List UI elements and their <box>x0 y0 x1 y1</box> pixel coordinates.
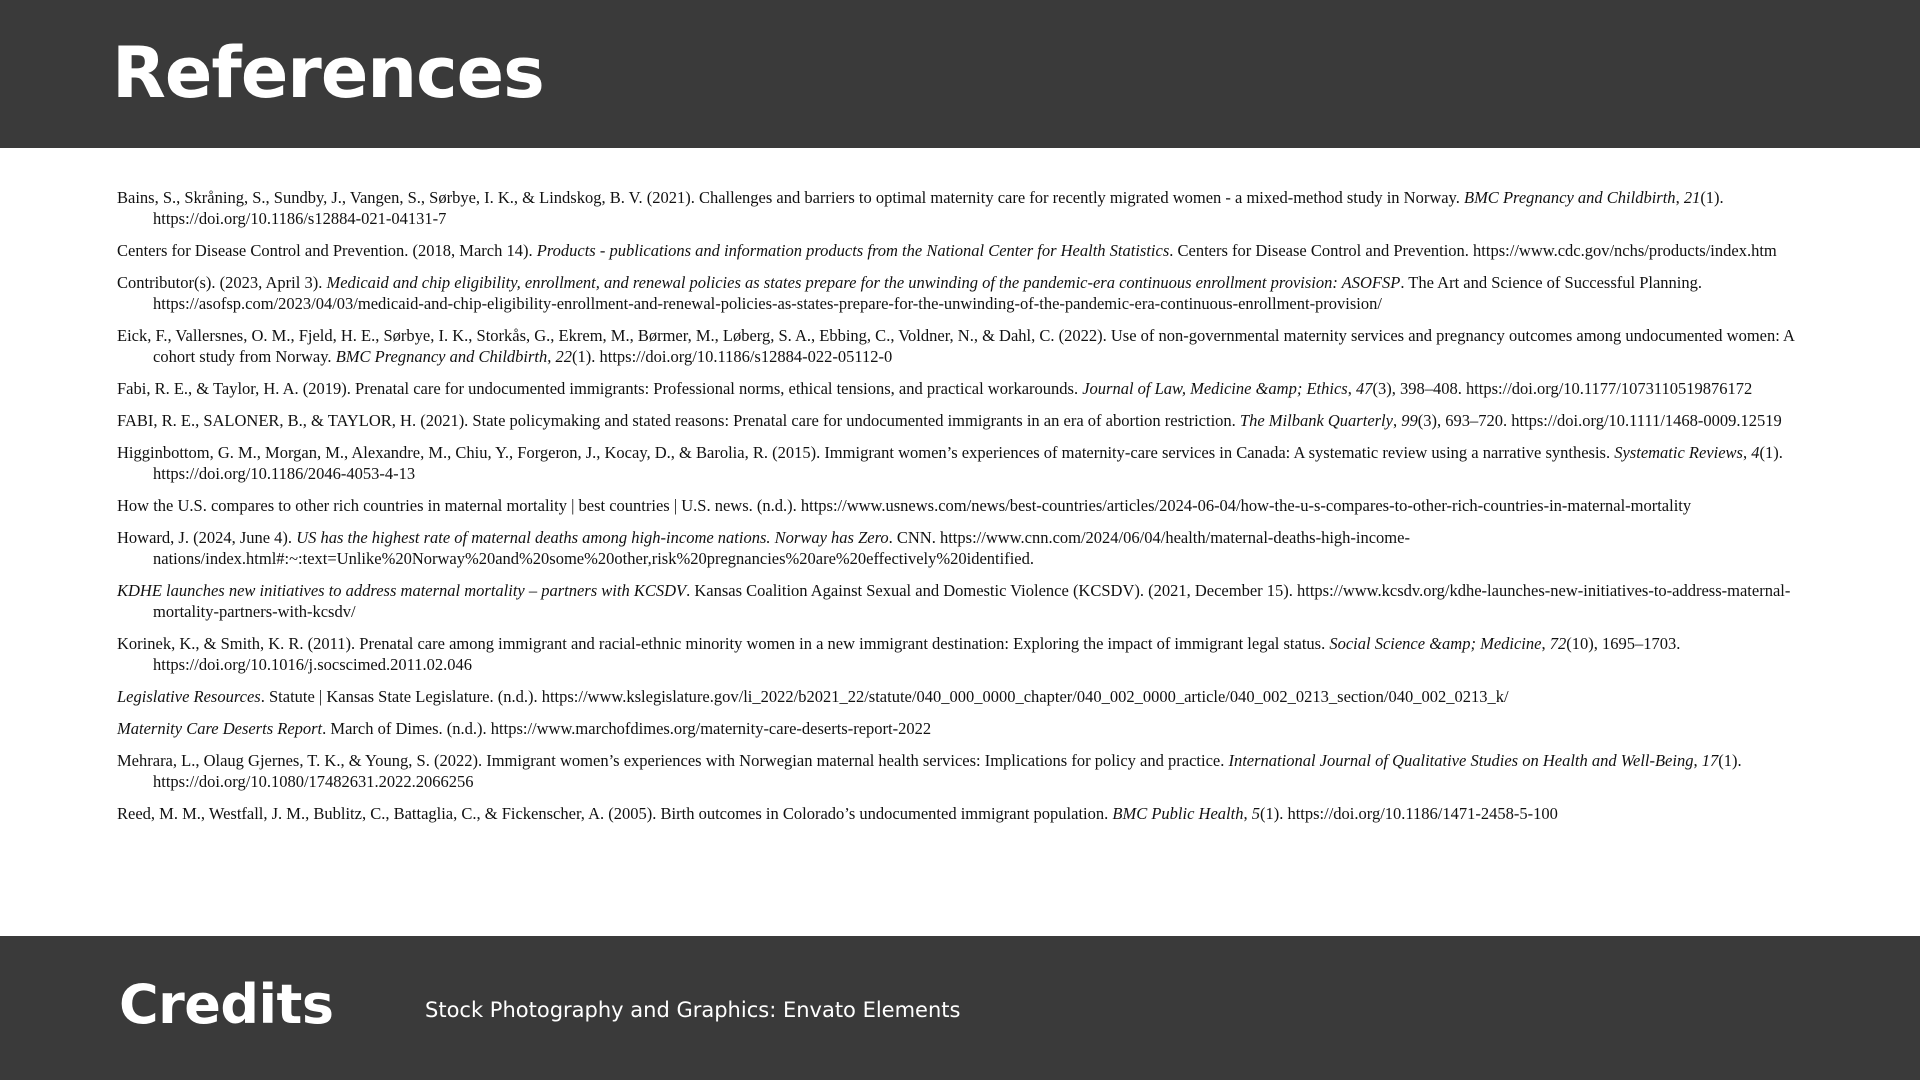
reference-volume: 4 <box>1751 443 1760 462</box>
header-band <box>0 0 1920 148</box>
reference-text: , <box>1243 804 1252 823</box>
reference-item <box>117 686 1837 707</box>
reference-text: Mehrara, L., Olaug Gjernes, T. K., & Young, S. (2022). Immigrant women’s experiences with Norwegian maternal health services: Implications for policy and practice. <box>117 751 1229 770</box>
reference-item <box>117 378 1837 399</box>
reference-source: The Milbank Quarterly <box>1239 411 1393 430</box>
reference-text: . The Art and Science of Successful Planning. https://asofsp.com/2023/04/03/medicaid-and-chip-eligibility-enrollment-and-renewal-policies-as-states-prepare-for-the-unwinding-of-the-pandemic-era-continuous-enrollment-provision/ <box>153 273 1703 313</box>
reference-item <box>117 633 1837 675</box>
reference-text: . CNN. https://www.cnn.com/2024/06/04/health/maternal-deaths-high-income-nations/index.html#:~:text=Unlike%20Norway%20and%20some%20other,risk%20pregnancies%20are%20effectively%20identified. <box>153 528 1410 568</box>
reference-source: BMC Pregnancy and Childbirth <box>1463 188 1676 207</box>
reference-text: Contributor(s). (2023, April 3). <box>117 273 327 292</box>
reference-source: Legislative Resources <box>117 687 261 706</box>
reference-doi: (1). https://doi.org/10.1186/s12884-021-04131-7 <box>153 188 1724 228</box>
reference-item <box>117 718 1837 739</box>
reference-doi: (3), 693–720. https://doi.org/10.1111/1468-0009.12519 <box>1417 411 1782 430</box>
reference-source: Maternity Care Deserts Report <box>117 719 323 738</box>
reference-volume: 5 <box>1251 804 1260 823</box>
reference-item <box>117 187 1837 229</box>
reference-item <box>117 410 1837 431</box>
reference-item <box>117 325 1837 367</box>
reference-text: Korinek, K., & Smith, K. R. (2011). Prenatal care among immigrant and racial-ethnic minority women in a new immigrant destination: Exploring the impact of immigrant legal status. <box>117 634 1330 653</box>
reference-item <box>117 580 1837 622</box>
reference-source: BMC Public Health <box>1112 804 1244 823</box>
reference-doi: (1). https://doi.org/10.1080/17482631.2022.2066256 <box>153 751 1742 791</box>
reference-source: US has the highest rate of maternal deaths among high-income nations. Norway has Zero <box>296 528 889 547</box>
reference-doi: (3), 398–408. https://doi.org/10.1177/1073110519876172 <box>1372 379 1753 398</box>
reference-text: , <box>1541 634 1550 653</box>
reference-text: Eick, F., Vallersnes, O. M., Fjeld, H. E., Sørbye, I. K., Storkås, G., Ekrem, M., Børmer, M., Løberg, S. A., Ebbing, C., Voldner, N., & Dahl, C. (2022). Use of non-governmental maternity services and pregnancy outcomes among undocumented women: A cohort study from Norway. <box>117 326 1795 366</box>
reference-item <box>117 803 1837 824</box>
credits-title: Credits <box>119 973 334 1036</box>
reference-list <box>117 187 1837 835</box>
reference-source: International Journal of Qualitative Studies on Health and Well-Being <box>1228 751 1694 770</box>
reference-source: Medicaid and chip eligibility, enrollment, and renewal policies as states prepare for the unwinding of the pandemic-era continuous enrollment provision: ASOFSP <box>326 273 1401 292</box>
reference-item <box>117 527 1837 569</box>
reference-source: BMC Pregnancy and Childbirth <box>335 347 548 366</box>
reference-doi: (1). https://doi.org/10.1186/1471-2458-5-100 <box>1259 804 1558 823</box>
reference-doi: (1). https://doi.org/10.1186/s12884-022-05112-0 <box>572 347 893 366</box>
reference-item <box>117 272 1837 314</box>
reference-item <box>117 750 1837 792</box>
reference-text: Fabi, R. E., & Taylor, H. A. (2019). Prenatal care for undocumented immigrants: Professional norms, ethical tensions, and practical workarounds. <box>117 379 1083 398</box>
reference-text: . March of Dimes. (n.d.). https://www.marchofdimes.org/maternity-care-deserts-report-2022 <box>322 719 932 738</box>
reference-volume: 99 <box>1401 411 1418 430</box>
reference-text: . Kansas Coalition Against Sexual and Domestic Violence (KCSDV). (2021, December 15). https://www.kcsdv.org/kdhe-launches-new-initiatives-to-address-maternal-mortality-partners-with-kcsdv/ <box>153 581 1791 621</box>
reference-text: , <box>1392 411 1402 430</box>
reference-text: FABI, R. E., SALONER, B., & TAYLOR, H. (2021). State policymaking and stated reasons: Prenatal care for undocumented immigrants in an era of abortion restriction. <box>117 411 1240 430</box>
reference-item <box>117 495 1837 516</box>
footer-band <box>0 936 1920 1080</box>
reference-volume: 47 <box>1355 379 1373 398</box>
reference-text: , <box>1347 379 1356 398</box>
page-title: References <box>112 32 544 114</box>
reference-text: How the U.S. compares to other rich countries in maternal mortality | best countries | U.S. news. (n.d.). https://www.usnews.com/news/best-countries/articles/2024-06-04/how-the-u-s-compares-to-other-rich-countries-in-maternal-mortality <box>117 496 1692 515</box>
reference-volume: 17 <box>1701 751 1719 770</box>
reference-text: Reed, M. M., Westfall, J. M., Bublitz, C., Battaglia, C., & Fickenscher, A. (2005). Birth outcomes in Colorado’s undocumented immigrant population. <box>117 804 1113 823</box>
reference-source: Systematic Reviews <box>1614 443 1743 462</box>
reference-source: Journal of Law, Medicine &amp; Ethics <box>1082 379 1348 398</box>
reference-item <box>117 442 1837 484</box>
reference-doi: (1). https://doi.org/10.1186/2046-4053-4-13 <box>153 443 1783 483</box>
reference-source: Products - publications and information products from the National Center for Health Statistics <box>536 241 1170 260</box>
reference-item <box>117 240 1837 261</box>
reference-volume: 21 <box>1683 188 1701 207</box>
reference-text: . Centers for Disease Control and Prevention. https://www.cdc.gov/nchs/products/index.htm <box>1169 241 1777 260</box>
reference-volume: 22 <box>555 347 573 366</box>
reference-volume: 72 <box>1549 634 1567 653</box>
reference-text: , <box>1675 188 1684 207</box>
reference-text: Bains, S., Skråning, S., Sundby, J., Vangen, S., Sørbye, I. K., & Lindskog, B. V. (2021). Challenges and barriers to optimal maternity care for recently migrated women - a mixed-method study in Norway. <box>117 188 1464 207</box>
reference-text: Centers for Disease Control and Prevention. (2018, March 14). <box>117 241 537 260</box>
reference-source: KDHE launches new initiatives to address maternal mortality – partners with KCSDV <box>117 581 687 600</box>
reference-doi: (10), 1695–1703. https://doi.org/10.1016/j.socscimed.2011.02.046 <box>153 634 1681 674</box>
reference-text: , <box>1742 443 1752 462</box>
reference-text: Howard, J. (2024, June 4). <box>117 528 297 547</box>
credits-text: Stock Photography and Graphics: Envato Elements <box>425 998 961 1022</box>
reference-text: Higginbottom, G. M., Morgan, M., Alexandre, M., Chiu, Y., Forgeron, J., Kocay, D., & Barolia, R. (2015). Immigrant women’s experiences of maternity-care services in Canada: A systematic review using a narrative synthesis. <box>117 443 1615 462</box>
reference-text: , <box>1693 751 1702 770</box>
reference-text: . Statute | Kansas State Legislature. (n.d.). https://www.kslegislature.gov/li_2022/b2021_22/statute/040_000_0000_chapter/040_002_0000_article/040_002_0213_section/040_002_0213_k/ <box>260 687 1509 706</box>
reference-source: Social Science &amp; Medicine <box>1329 634 1542 653</box>
reference-text: , <box>547 347 556 366</box>
